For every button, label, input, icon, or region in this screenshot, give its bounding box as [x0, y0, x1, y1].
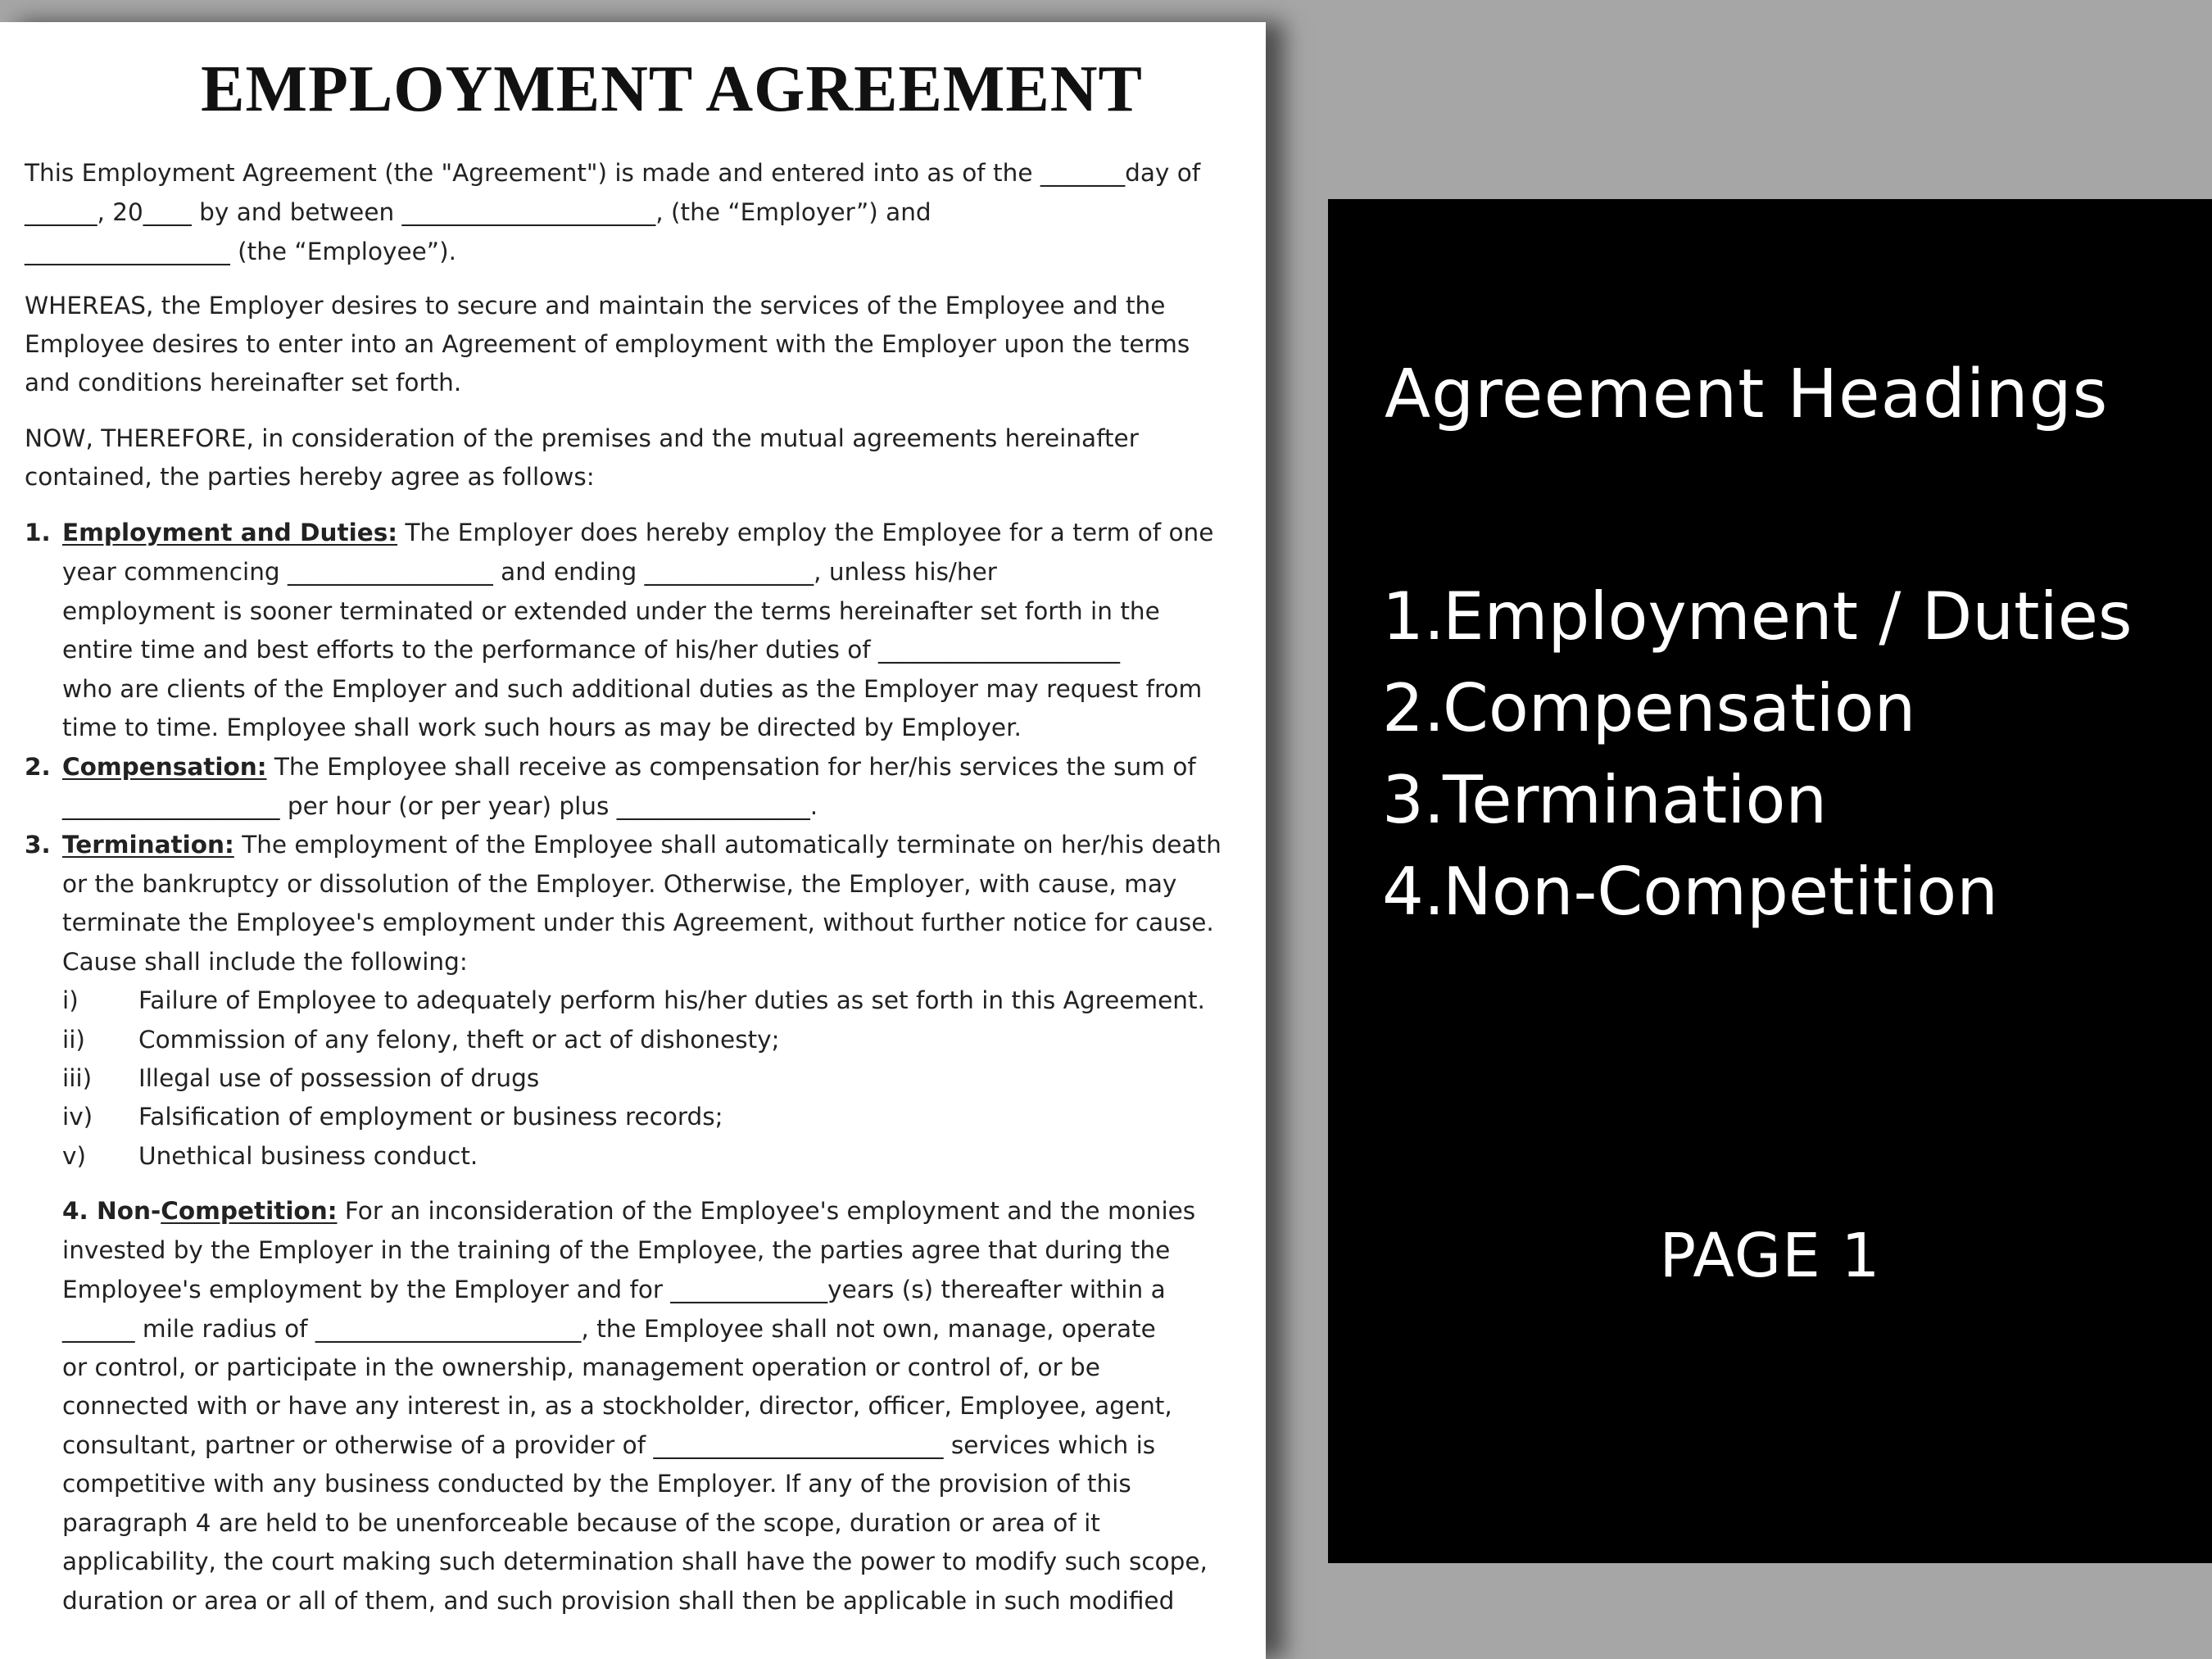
- section-heading: Compensation:: [62, 753, 267, 781]
- section-text: connected with or have any interest in, as a stockholder, director, officer, Employee, agent,: [62, 1392, 1172, 1420]
- heading-number: 2.: [1382, 670, 1445, 746]
- cause-text: Falsification of employment or business records;: [138, 1103, 723, 1131]
- cause-text: Commission of any felony, theft or act of dishonesty;: [138, 1026, 780, 1054]
- heading-item-non-competition: [1382, 854, 1998, 930]
- heading-label: Non-Competition: [1443, 854, 1998, 930]
- section-text: employment is sooner terminated or extended under the terms hereinafter set forth in the: [62, 597, 1160, 625]
- now-therefore-line: contained, the parties hereby agree as follows:: [25, 463, 595, 491]
- intro-line: ______, 20____ by and between _____________________, (the “Employer”) and: [25, 198, 931, 226]
- section-text: __________________ per hour (or per year) plus ________________.: [62, 792, 818, 820]
- section-heading: Competition:: [161, 1197, 338, 1225]
- cause-text: Unethical business conduct.: [138, 1142, 478, 1170]
- section-number: 3.: [25, 831, 51, 859]
- section-text: terminate the Employee's employment under this Agreement, without further notice for cause.: [62, 909, 1214, 936]
- now-therefore-line: NOW, THEREFORE, in consideration of the premises and the mutual agreements hereinafter: [25, 424, 1139, 452]
- cause-text: Illegal use of possession of drugs: [138, 1064, 540, 1092]
- section-text: competitive with any business conducted by the Employer. If any of the provision of this: [62, 1470, 1131, 1498]
- heading-number: 1.: [1382, 578, 1445, 655]
- section-heading: Employment and Duties:: [62, 519, 398, 546]
- section-text: invested by the Employer in the training of the Employee, the parties agree that during the: [62, 1236, 1171, 1264]
- heading-label: Compensation: [1443, 670, 1916, 746]
- section-text: applicability, the court making such determination shall have the power to modify such scope,: [62, 1548, 1208, 1575]
- intro-line: _________________ (the “Employee”).: [25, 238, 456, 265]
- intro-line: This Employment Agreement (the "Agreement") is made and entered into as of the _______day of: [25, 159, 1201, 187]
- heading-item-termination: [1382, 762, 1828, 838]
- cause-numeral: iv): [62, 1103, 93, 1131]
- headings-panel: [1328, 199, 2212, 1563]
- section-text: Employee's employment by the Employer and for _____________years (s) thereafter within a: [62, 1276, 1166, 1303]
- section-text: The employment of the Employee shall automatically terminate on her/his death: [233, 831, 1222, 859]
- whereas-line: Employee desires to enter into an Agreement of employment with the Employer upon the terms: [25, 330, 1190, 358]
- agreement-document-page: [0, 22, 1266, 1659]
- section-text: consultant, partner or otherwise of a provider of ________________________ services which is: [62, 1431, 1156, 1459]
- cause-numeral: i): [62, 986, 79, 1014]
- section-heading: Termination:: [62, 831, 234, 859]
- section-text: year commencing _________________ and ending ______________, unless his/her: [62, 558, 997, 586]
- heading-item-employment-duties: [1382, 578, 2133, 655]
- section-number: 4. Non-: [62, 1197, 161, 1225]
- cause-numeral: iii): [62, 1064, 93, 1092]
- cause-numeral: v): [62, 1142, 86, 1170]
- section-text: duration or area or all of them, and such provision shall then be applicable in such modified: [62, 1587, 1175, 1615]
- cause-text: Failure of Employee to adequately perform his/her duties as set forth in this Agreement.: [138, 986, 1205, 1014]
- section-number: 2.: [25, 753, 51, 781]
- heading-item-compensation: [1382, 670, 1916, 746]
- section-text: The Employee shall receive as compensation for her/his services the sum of: [266, 753, 1196, 781]
- whereas-line: and conditions hereinafter set forth.: [25, 369, 462, 397]
- section-text: time to time. Employee shall work such hours as may be directed by Employer.: [62, 714, 1022, 741]
- section-text: or control, or participate in the ownership, management operation or control of, or be: [62, 1353, 1100, 1381]
- section-text: entire time and best efforts to the performance of his/her duties of ____________________: [62, 636, 1121, 664]
- section-text: paragraph 4 are held to be unenforceable because of the scope, duration or area of it: [62, 1509, 1100, 1537]
- section-text: Cause shall include the following:: [62, 948, 468, 976]
- panel-title: Agreement Headings: [1385, 356, 2109, 433]
- whereas-line: WHEREAS, the Employer desires to secure and maintain the services of the Employee and the: [25, 292, 1166, 320]
- page-label: PAGE 1: [1659, 1221, 1881, 1291]
- cause-numeral: ii): [62, 1026, 85, 1054]
- section-text: The Employer does hereby employ the Employee for a term of one: [397, 519, 1214, 546]
- document-title: EMPLOYMENT AGREEMENT: [201, 53, 1143, 125]
- heading-number: 4.: [1382, 854, 1445, 930]
- heading-label: Employment / Duties: [1443, 578, 2133, 655]
- section-text: who are clients of the Employer and such additional duties as the Employer may request from: [62, 675, 1203, 703]
- heading-number: 3.: [1382, 762, 1445, 838]
- section-text: or the bankruptcy or dissolution of the Employer. Otherwise, the Employer, with cause, may: [62, 870, 1177, 898]
- section-text: ______ mile radius of ______________________, the Employee shall not own, manage, operate: [62, 1315, 1156, 1343]
- section-number: 1.: [25, 519, 51, 546]
- heading-label: Termination: [1443, 762, 1828, 838]
- section-text: For an inconsideration of the Employee's employment and the monies: [337, 1197, 1196, 1225]
